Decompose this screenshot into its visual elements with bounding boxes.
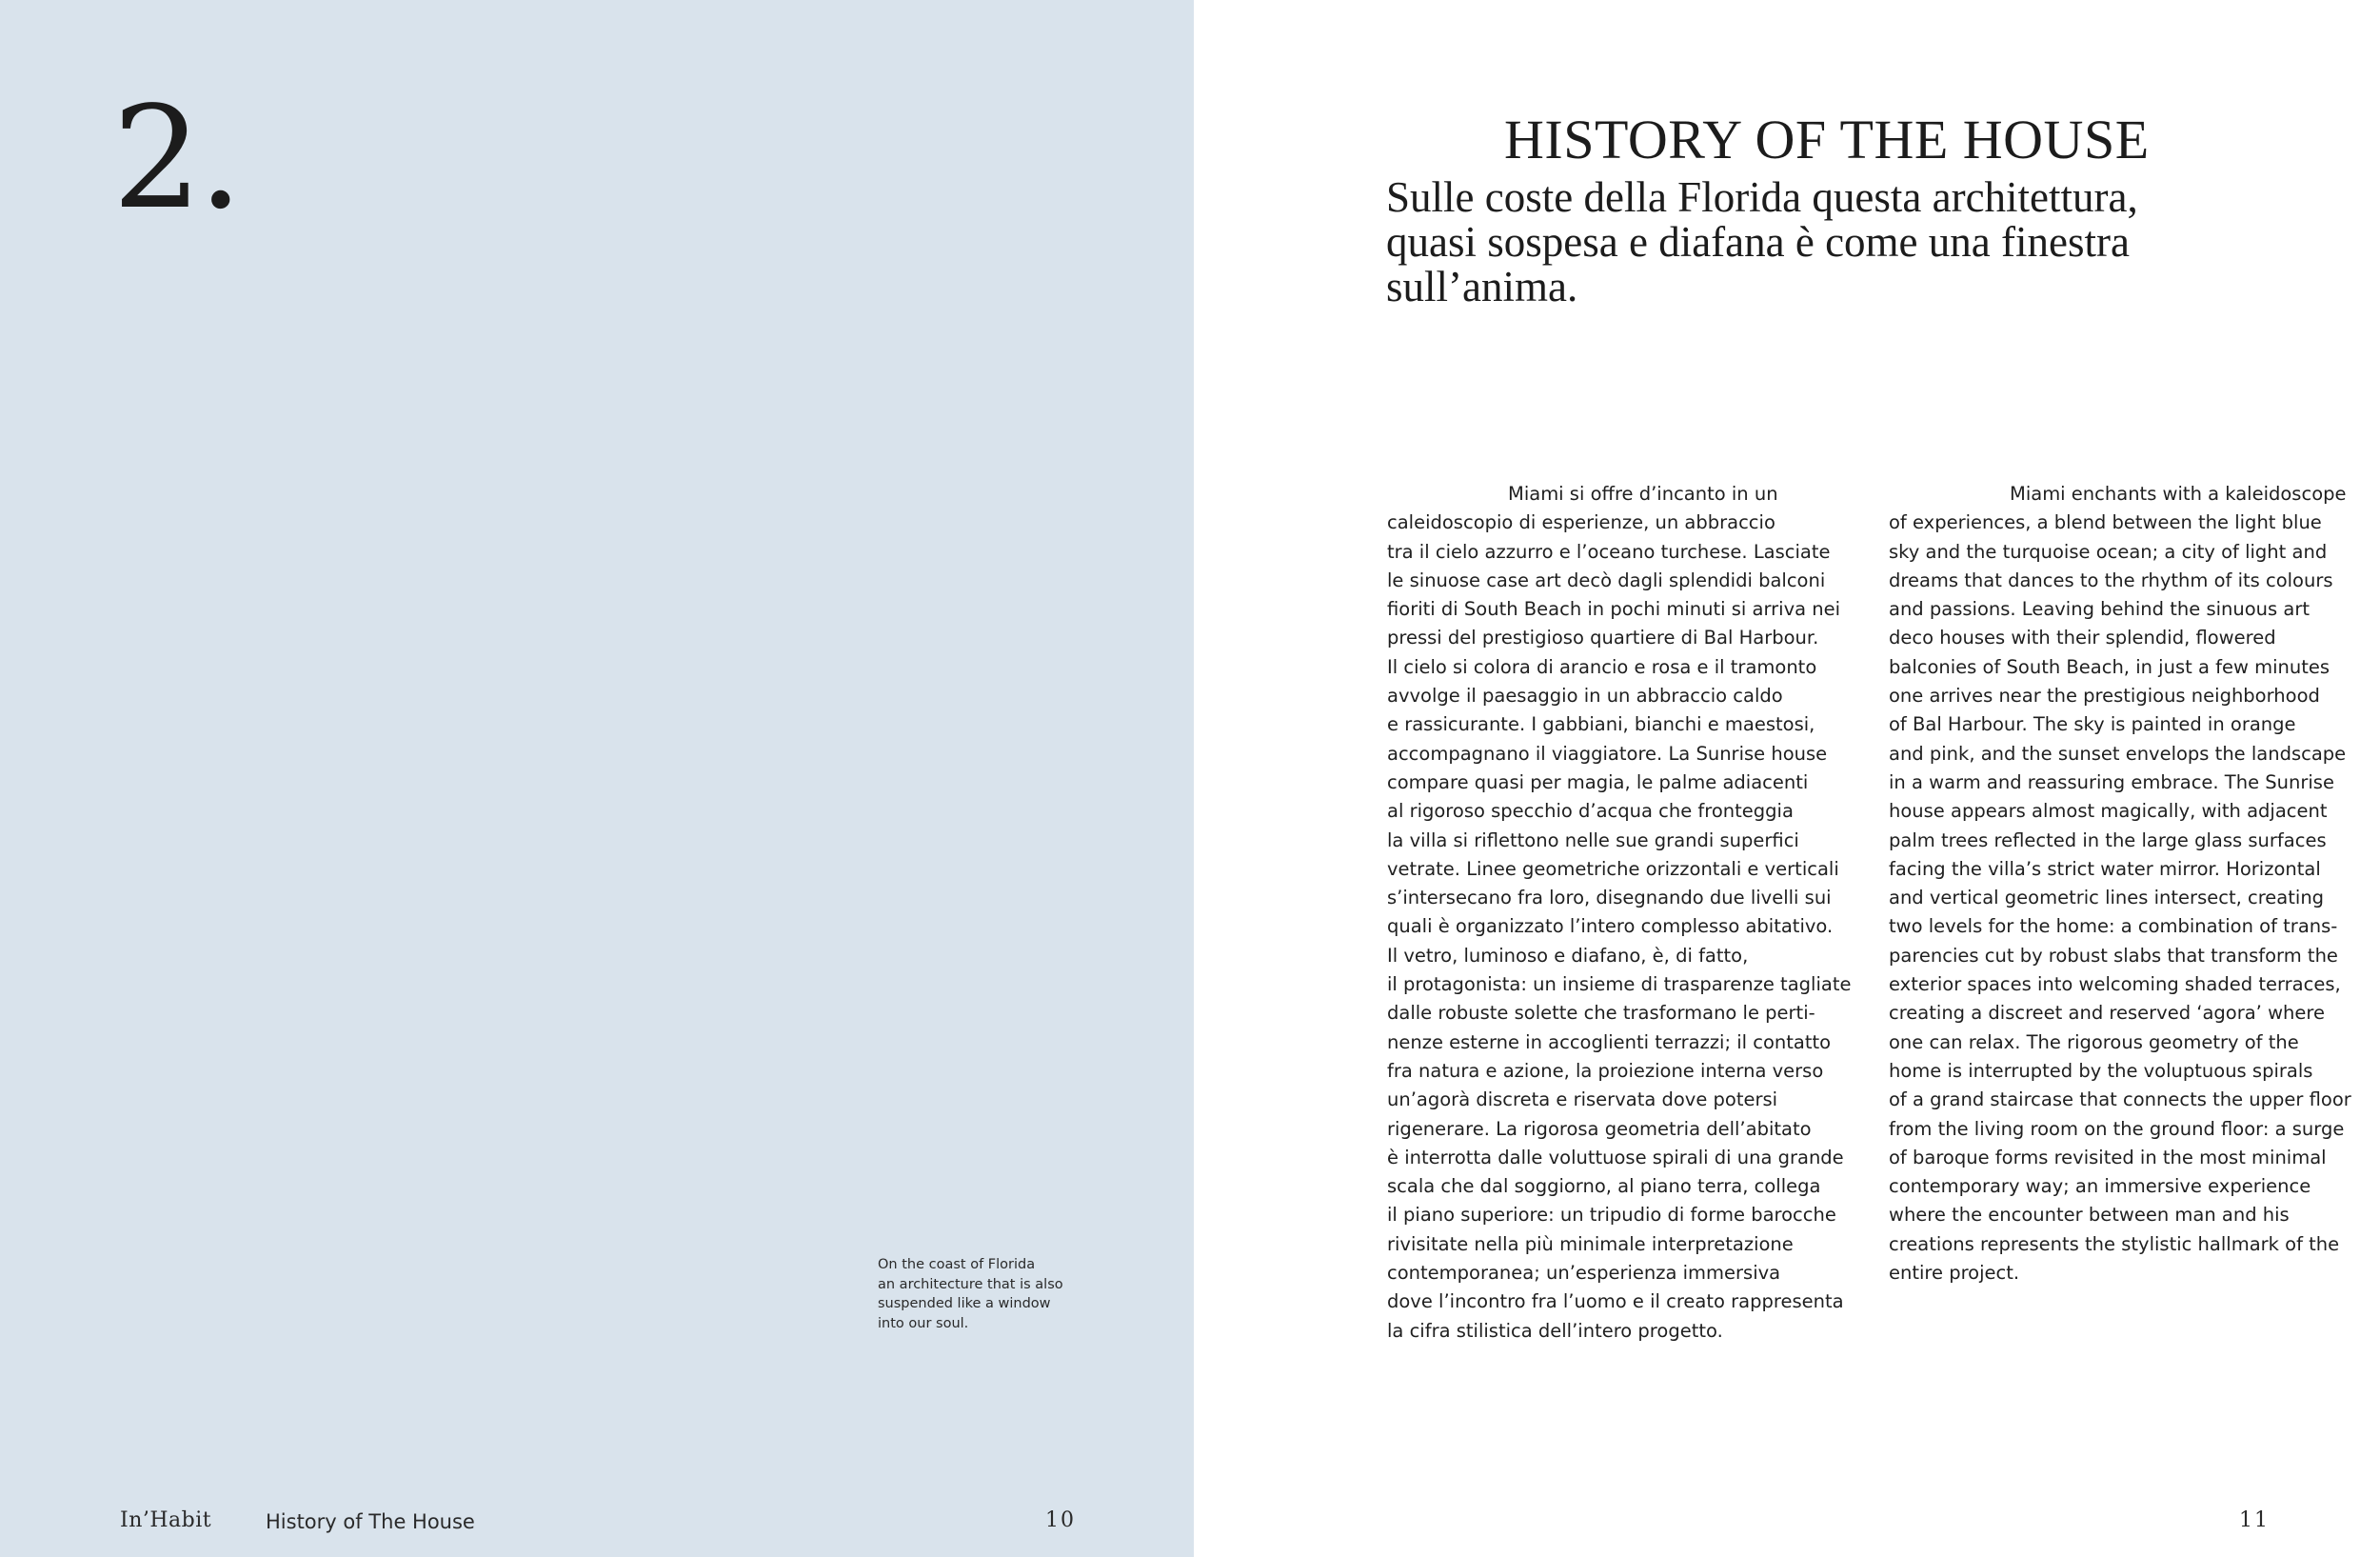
- body-line: il protagonista: un insieme di trasparenze tagliate: [1387, 973, 1852, 996]
- page-number-left: 10: [1045, 1508, 1076, 1532]
- caption-line: an architecture that is also: [878, 1276, 1063, 1292]
- subtitle-line: Sulle coste della Florida questa architettura,: [1386, 173, 2138, 221]
- body-line: parencies cut by robust slabs that transform the: [1889, 944, 2338, 967]
- body-line: facing the villa’s strict water mirror. Horizontal: [1889, 857, 2321, 880]
- body-line: and vertical geometric lines intersect, creating: [1889, 887, 2325, 909]
- body-line: deco houses with their splendid, flowered: [1889, 627, 2276, 649]
- body-line: of experiences, a blend between the light blue: [1889, 511, 2322, 534]
- body-line: rivisitate nella più minimale interpretazione: [1387, 1232, 1794, 1255]
- body-line: il piano superiore: un tripudio di forme barocche: [1387, 1204, 1836, 1227]
- body-line: è interrotta dalle voluttuose spirali di una grande: [1387, 1146, 1844, 1168]
- body-line: e rassicurante. I gabbiani, bianchi e maestosi,: [1387, 713, 1815, 736]
- body-line: balconies of South Beach, in just a few minutes: [1889, 655, 2330, 678]
- body-line: Miami enchants with a kaleidoscope: [2010, 483, 2347, 505]
- body-line: la villa si riflettono nelle sue grandi superfici: [1387, 828, 1799, 851]
- body-line: and pink, and the sunset envelops the landscape: [1889, 742, 2347, 765]
- caption-line: into our soul.: [878, 1315, 969, 1331]
- body-line: exterior spaces into welcoming shaded terraces,: [1889, 973, 2341, 996]
- caption: [878, 1255, 1106, 1333]
- body-line: fra natura e azione, la proiezione interna verso: [1387, 1059, 1824, 1082]
- body-line: dreams that dances to the rhythm of its colours: [1889, 569, 2333, 591]
- body-line: fioriti di South Beach in pochi minuti si arriva nei: [1387, 598, 1841, 621]
- body-line: and passions. Leaving behind the sinuous art: [1889, 598, 2310, 621]
- page-number-right: 11: [2239, 1508, 2270, 1532]
- body-line: nenze esterne in accoglienti terrazzi; il contatto: [1387, 1030, 1832, 1053]
- body-line: rigenerare. La rigorosa geometria dell’abitato: [1387, 1117, 1812, 1140]
- body-text-english: [1889, 480, 2365, 1288]
- body-line: in a warm and reassuring embrace. The Sunrise: [1889, 770, 2334, 793]
- body-line: one can relax. The rigorous geometry of the: [1889, 1030, 2299, 1053]
- body-line: pressi del prestigioso quartiere di Bal Harbour.: [1387, 627, 1819, 649]
- body-line: avvolge il paesaggio in un abbraccio caldo: [1387, 685, 1783, 708]
- body-line: palm trees reflected in the large glass surfaces: [1889, 828, 2327, 851]
- body-line: of Bal Harbour. The sky is painted in orange: [1889, 713, 2296, 736]
- body-line: quali è organizzato l’intero complesso abitativo.: [1387, 915, 1834, 938]
- body-line: from the living room on the ground floor: a surge: [1889, 1117, 2345, 1140]
- chapter-number: 2.: [112, 76, 240, 240]
- body-line: contemporary way; an immersive experience: [1889, 1175, 2311, 1198]
- body-line: vetrate. Linee geometriche orizzontali e verticali: [1387, 857, 1839, 880]
- subtitle: [1386, 175, 2300, 309]
- body-line: contemporanea; un’esperienza immersiva: [1387, 1262, 1781, 1285]
- body-line: s’intersecano fra loro, disegnando due livelli sui: [1387, 887, 1832, 909]
- body-line: compare quasi per magia, le palme adiacenti: [1387, 770, 1809, 793]
- body-line: sky and the turquoise ocean; a city of light and: [1889, 540, 2328, 563]
- body-line: creating a discreet and reserved ‘agora’ where: [1889, 1002, 2325, 1025]
- body-line: house appears almost magically, with adjacent: [1889, 800, 2328, 823]
- footer-section-title: History of The House: [266, 1510, 475, 1533]
- section-heading: HISTORY OF THE HOUSE: [1504, 109, 2150, 170]
- body-line: la cifra stilistica dell’intero progetto.: [1387, 1319, 1723, 1342]
- body-line: accompagnano il viaggiatore. La Sunrise house: [1387, 742, 1828, 765]
- body-line: two levels for the home: a combination of trans-: [1889, 915, 2338, 938]
- body-line: where the encounter between man and his: [1889, 1204, 2290, 1227]
- body-line: Il vetro, luminoso e diafano, è, di fatto,: [1387, 944, 1749, 967]
- body-line: of a grand staircase that connects the upper floor: [1889, 1088, 2351, 1111]
- body-line: Miami si offre d’incanto in un: [1508, 483, 1778, 505]
- body-line: Il cielo si colora di arancio e rosa e il tramonto: [1387, 655, 1817, 678]
- body-line: of baroque forms revisited in the most minimal: [1889, 1146, 2327, 1168]
- caption-line: On the coast of Florida: [878, 1257, 1036, 1272]
- body-text-italian: [1387, 480, 1863, 1346]
- body-line: caleidoscopio di esperienze, un abbraccio: [1387, 511, 1775, 534]
- body-line: one arrives near the prestigious neighborhood: [1889, 685, 2320, 708]
- body-line: home is interrupted by the voluptuous spirals: [1889, 1059, 2313, 1082]
- body-line: dalle robuste solette che trasformano le perti-: [1387, 1002, 1815, 1025]
- body-line: tra il cielo azzurro e l’oceano turchese. Lasciate: [1387, 540, 1831, 563]
- body-line: le sinuose case art decò dagli splendidi balconi: [1387, 569, 1826, 591]
- body-line: creations represents the stylistic hallmark of the: [1889, 1232, 2340, 1255]
- subtitle-line: sull’anima.: [1386, 263, 1578, 310]
- caption-line: suspended like a window: [878, 1296, 1051, 1311]
- body-line: scala che dal soggiorno, al piano terra, collega: [1387, 1175, 1821, 1198]
- body-line: dove l’incontro fra l’uomo e il creato rappresenta: [1387, 1290, 1844, 1313]
- body-line: al rigoroso specchio d’acqua che fronteggia: [1387, 800, 1794, 823]
- body-line: un’agorà discreta e riservata dove potersi: [1387, 1088, 1778, 1111]
- subtitle-line: quasi sospesa e diafana è come una finestra: [1386, 218, 2130, 266]
- body-line: entire project.: [1889, 1262, 2020, 1285]
- footer-brand: In’Habit: [120, 1508, 212, 1532]
